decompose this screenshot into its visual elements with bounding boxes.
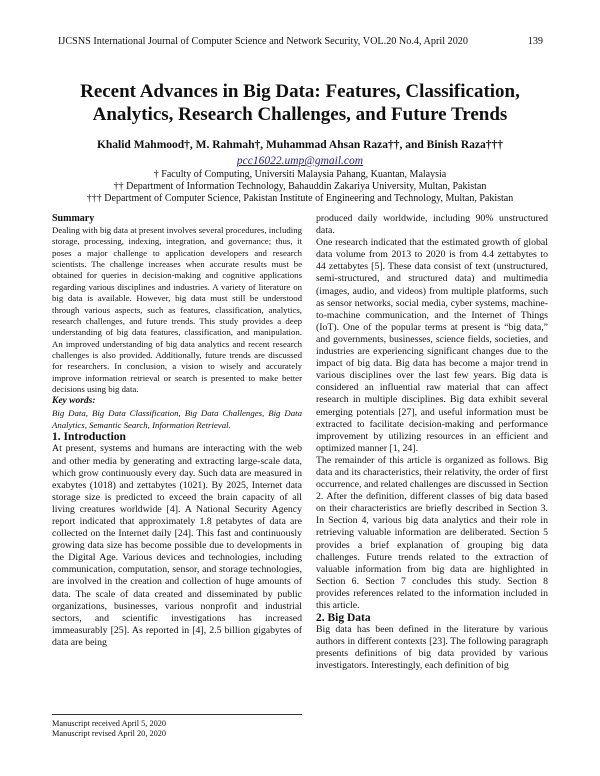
- manuscript-footnote: [52, 714, 302, 739]
- running-header: [58, 36, 543, 47]
- title-line-1: Recent Advances in Big Data: Features, Classification,: [80, 81, 520, 102]
- big-data-text: Big data has been defined in the literature by various authors in different contexts [23]. The following paragraph presents definitions of big data provided by various investigators. Interestingly, each definition of big: [316, 624, 548, 672]
- paper-title: [30, 80, 570, 126]
- keywords-heading: Key words:: [52, 396, 96, 407]
- received-date: Manuscript received April 5, 2020: [52, 719, 167, 728]
- section-heading-big-data: 2. Big Data: [316, 612, 371, 625]
- revised-date: Manuscript revised April 20, 2020: [52, 729, 167, 738]
- journal-name: IJCSNS International Journal of Computer Science and Network Security, VOL.20 No.4, April 2020: [58, 36, 468, 47]
- right-column: [316, 213, 548, 673]
- introduction-text: At present, systems and humans are interacting with the web and other media by generating and extracting large-scale data, which grow continuously every day. Such data are measured in exabytes (1018) and zettabytes (1021). By 2025, Internet data storage size is predicted to exceed the brain capacity of all living creatures worldwide [4]. A National Security Agency report indicated that approximately 1.8 petabytes of data are collected on the Internet daily [24]. This fast and continuously growing data size has become possible due to developments in the Digital Age. Various devices and technologies, including communication, computation, sensor, and storage technologies, are involved in the creation and collection of huge amounts of data. The scale of data created and disseminated by public organizations, businesses, various nonprofit and industrial sectors, and scientific investigations has increased immeasurably [25]. As reported in [4], 2.5 billion gigabytes of data are being: [52, 443, 302, 648]
- section-heading-introduction: 1. Introduction: [52, 431, 126, 444]
- page-number: 139: [527, 36, 543, 47]
- title-line-2: Analytics, Research Challenges, and Future Trends: [92, 104, 508, 125]
- paragraph-2: One research indicated that the estimated growth of global data volume from 2013 to 2020 is from 4.4 zettabytes to 44 zettabytes [5]. These data consist of text (unstructured, semi-structured, and structured data) and multimedia (images, audio, and videos) from multiple platforms, such as sensor networks, social media, cyber systems, machine-to-machine communication, and the Internet of Things (IoT). One of the popular terms at present is “big data,” and governments, businesses, science fields, societies, and industries are experiencing significant changes due to the impact of big data. Big data has become a major trend in various disciplines over the last few years. Big data is considered an influential raw material that can affect research in multiple disciplines. Big data exhibit several emerging potentials [27], and useful information must be extracted to facilitate decision-making and performance improvement by utilizing resources in an efficient and optimized manner [1, 24].: [316, 237, 548, 454]
- affiliation-2: †† Department of Information Technology, Bahauddin Zakariya University, Multan, Pakistan: [113, 181, 487, 193]
- left-column: [52, 213, 302, 649]
- keywords-text: Big Data, Big Data Classification, Big Data Challenges, Big Data Analytics, Semantic Search, Information Retrieval.: [52, 408, 302, 431]
- paragraph-3: The remainder of this article is organized as follows. Big data and its characteristics, their relativity, the order of first occurrence, and related challenges are discussed in Section 2. After the definition, different classes of big data based on their characteristics are briefly described in Section 3. In Section 4, various big data analytics and their role in retrieving valuable information are deliberated. Section 5 provides a brief explanation of grouping big data challenges. Future trends related to the extraction of valuable information from big data are highlighted in Section 6. Section 7 concludes this study. Section 8 provides references related to the information included in this article.: [316, 454, 548, 611]
- summary-text: Dealing with big data at present involves several procedures, including storage, processing, indexing, integration, and governance; thus, it poses a major challenge to application developers and research scientists. The challenge increases when accurate results must be obtained for queries in decision-making and cognitive applications regarding various disciplines and industries. A variety of literature on big data is available. However, big data must still be understood through various aspects, such as features, classification, analytics, research challenges, and future trends. This study provides a deep understanding of big data features, classification, and manipulation. An improved understanding of big data analytics and recent research challenges is also provided. Additionally, future trends are discussed for researchers. In conclusion, a vision to wisely and accurately improve information retrieval or search is presented to make better decisions using big data.: [52, 225, 302, 394]
- affiliation-3: ††† Department of Computer Science, Pakistan Institute of Engineering and Technology, Multan, Pakistan: [86, 193, 514, 205]
- author-email-link[interactable]: pcc16022.ump@gmail.com: [236, 155, 364, 167]
- summary-heading: Summary: [52, 213, 95, 224]
- author-list: Khalid Mahmood†, M. Rahmah†, Muhammad Ahsan Raza††, and Binish Raza†††: [96, 139, 504, 151]
- paragraph-1: produced daily worldwide, including 90% unstructured data.: [316, 213, 548, 237]
- affiliation-1: † Faculty of Computing, Universiti Malaysia Pahang, Kuantan, Malaysia: [153, 169, 447, 180]
- affiliations: [30, 169, 570, 206]
